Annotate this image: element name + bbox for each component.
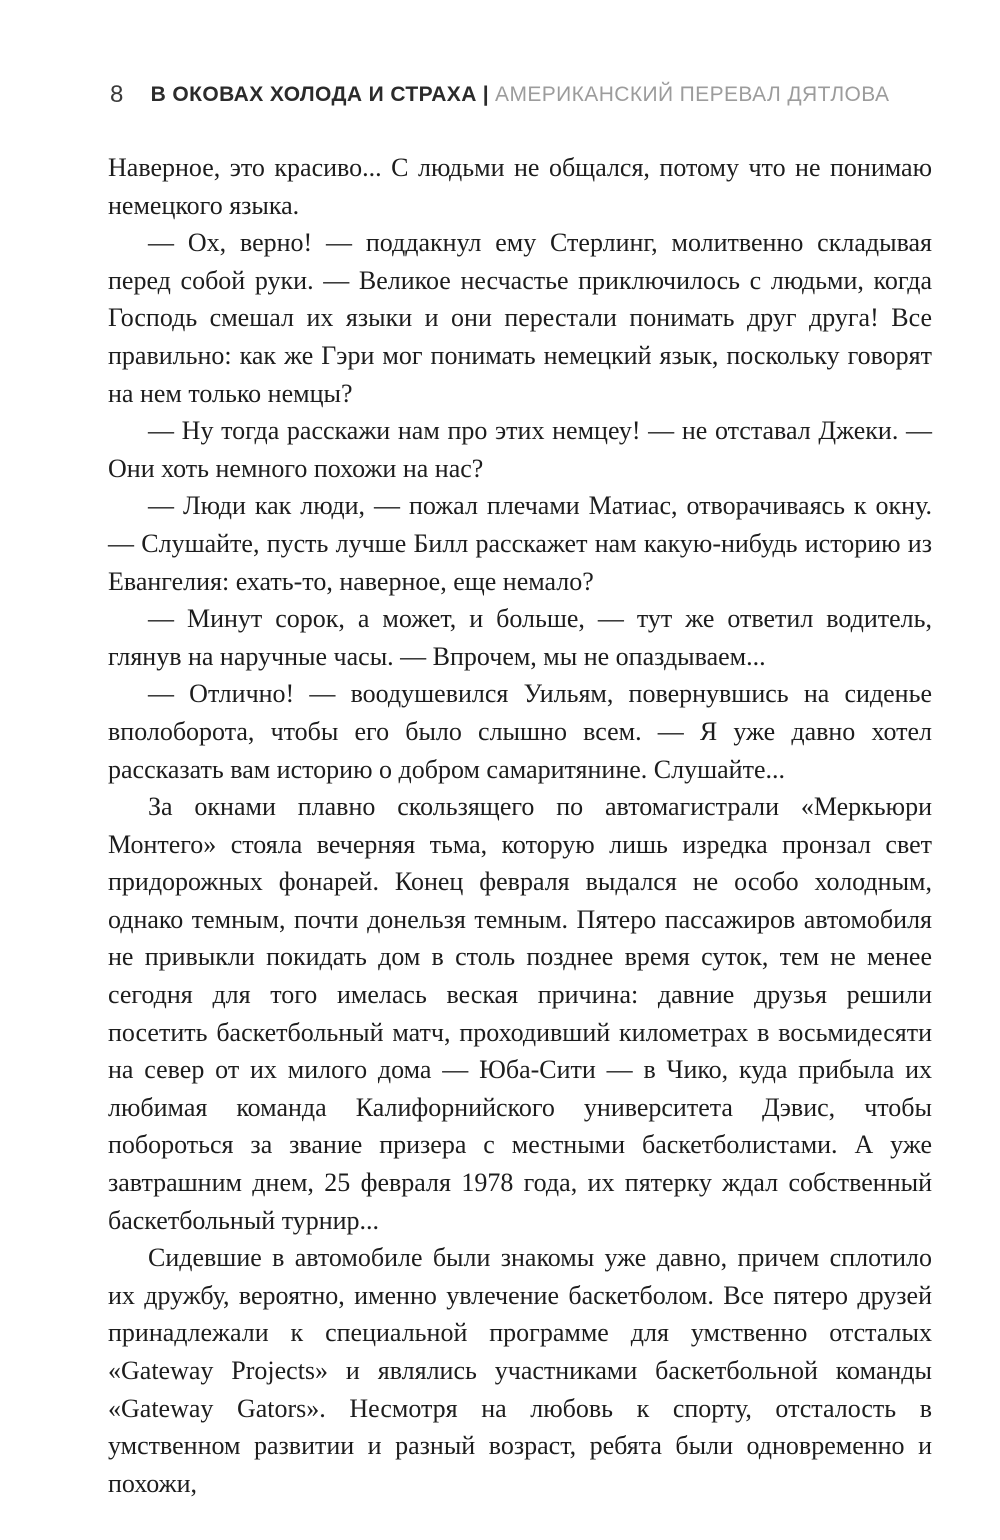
body-paragraph: Сидевшие в автомобиле были знакомы уже давно, причем сплотило их дружбу, вероятно, именно увлечение баскетболом. Все пятеро друзей принадлежали к специальной программе для умственно отсталых «Gateway Projects» и являлись участниками баскетбольной команды «Gateway Gators». Несмотря на любовь к спорту, отсталость в умственном развитии и разный возраст, ребята были одновременно и похожи, <box>108 1243 932 1498</box>
body-paragraph: Наверное, это красиво... С людьми не общался, потому что не понимаю немецкого языка. <box>108 153 932 220</box>
book-subtitle: АМЕРИКАНСКИЙ ПЕРЕВАЛ ДЯТЛОВА <box>495 83 890 106</box>
header-separator: | <box>482 83 490 106</box>
body-text <box>108 149 932 1502</box>
running-head-title <box>108 81 932 109</box>
body-paragraph: — Ну тогда расскажи нам про этих немцеу! — не отставал Джеки. — Они хоть немного похожи на нас? <box>108 416 932 483</box>
body-paragraph: — Ох, верно! — поддакнул ему Стерлинг, молитвенно складывая перед собой руки. — Великое несчастье приключилось с людьми, когда Господь смешал их языки и они перестали понимать друг друга! Все правильно: как же Гэри мог понимать немецкий язык, поскольку говорят на нем только немцы? <box>108 228 932 408</box>
body-paragraph: — Минут сорок, а может, и больше, — тут же ответил водитель, глянув на наручные часы. — Впрочем, мы не опаздываем... <box>108 604 932 671</box>
book-title: В ОКОВАХ ХОЛОДА И СТРАХА <box>150 83 477 106</box>
body-paragraph: За окнами плавно скользящего по автомагистрали «Меркьюри Монтего» стояла вечерняя тьма, которую лишь изредка пронзал свет придорожных фонарей. Конец февраля выдался не особо холодным, однако темным, почти донельзя темным. Пятеро пассажиров автомобиля не привыкли покидать дом в столь позднее время суток, тем не менее сегодня для того имелась веская причина: давние друзья решили посетить баскетбольный матч, проходивший километрах в восьмидесяти на север от их милого дома — Юба-Сити — в Чико, куда прибыла их любимая команда Калифорнийского университета Дэвис, чтобы побороться за звание призера с местными баскетболистами. А уже завтрашним днем, 25 февраля 1978 года, их пятерку ждал собственный баскетбольный турнир... <box>108 792 932 1235</box>
body-paragraph: — Отлично! — воодушевился Уильям, повернувшись на сиденье вполоборота, чтобы его было слышно всем. — Я уже давно хотел рассказать вам историю о добром самаритянине. Слушайте... <box>108 679 932 784</box>
body-paragraph: — Люди как люди, — пожал плечами Матиас, отворачиваясь к окну. — Слушайте, пусть лучше Билл расскажет нам какую-нибудь историю из Евангелия: ехать-то, наверное, еще немало? <box>108 491 932 596</box>
running-head <box>108 81 932 111</box>
page-number: 8 <box>110 81 124 108</box>
